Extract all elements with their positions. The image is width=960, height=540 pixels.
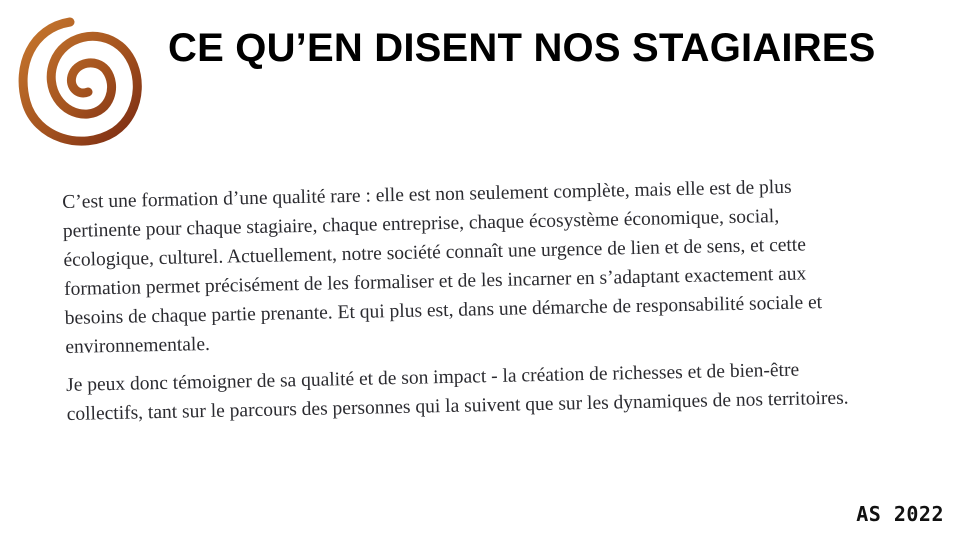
testimonial-paragraph — [62, 170, 925, 362]
text-line: écologique, culturel. Actuellement, notre société connaît une urgence de lien et de sens, et cette — [63, 234, 807, 271]
page-title: CE QU’EN DISENT NOS STAGIAIRES — [168, 26, 876, 70]
testimonial-paragraph — [66, 353, 927, 429]
text-line: formation permet précisément de les formaliser et de les incarner en s’adaptant exactement aux — [63, 263, 807, 300]
spiral-icon — [12, 14, 147, 154]
text-line: C’est une formation d’une qualité rare : elle est non seulement complète, mais elle est de plus — [62, 176, 792, 213]
testimonial-quote — [62, 170, 927, 429]
text-line: environnementale. — [65, 333, 211, 358]
text-line: besoins de chaque partie prenante. Et qui plus est, dans une démarche de responsabilité sociale et — [64, 292, 823, 329]
text-line: collectifs, tant sur le parcours des personnes qui la suivent que sur les dynamiques de nos territoires. — [66, 387, 849, 425]
footer-label: AS 2022 — [856, 502, 944, 526]
text-line: Je peux donc témoigner de sa qualité et de son impact - la création de richesses et de bien-être — [65, 359, 800, 396]
text-line: pertinente pour chaque stagiaire, chaque entreprise, chaque écosystème économique, social, — [62, 205, 780, 242]
